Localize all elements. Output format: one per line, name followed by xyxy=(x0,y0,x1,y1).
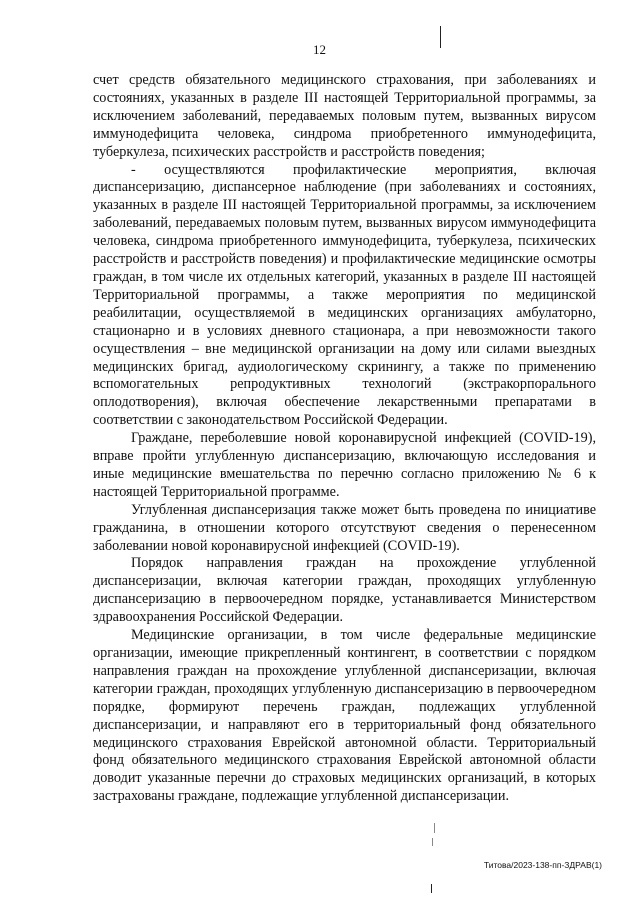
page-number: 12 xyxy=(313,42,326,57)
paragraph-covid-recovered: Граждане, переболевшие новой коронавирусной инфекцией (COVID-19), вправе пройти углубленную диспансеризацию, включающую исследования и иные медицинские вмешательства по перечню согласно приложению № 6 к настоящей Территориальной программе. xyxy=(93,430,596,500)
paragraph-continuation: счет средств обязательного медицинского страхования, при заболеваниях и состояниях, указанных в разделе III настоящей Территориальной программы, за исключением заболеваний, передаваемых половым путем, вызванных вирусом иммунодефицита человека, синдрома приобретенного иммунодефицита, туберкулеза, психических расстройств и расстройств поведения; xyxy=(93,72,596,160)
paragraph-medical-organizations: Медицинские организации, в том числе федеральные медицинские организации, имеющие прикрепленный контингент, в соответствии с порядком направления граждан на прохождение углубленной диспансеризации, включая категории граждан, проходящих углубленную диспансеризацию в первоочередном порядке, формируют перечень граждан, подлежащих углубленной диспансеризации, и направляют его в территориальный фонд обязательного медицинского страхования Еврейской автономной области. Территориальный фонд обязательного медицинского страхования Еврейской автономной области доводит указанные перечни до страховых медицинских организаций, в которых застрахованы граждане, подлежащие углубленной диспансеризации. xyxy=(93,627,596,805)
paragraph-preventive-measures: - осуществляются профилактические мероприятия, включая диспансеризацию, диспансерное наблюдение (при заболеваниях и состояниях, указанных в разделе III настоящей Территориальной программы, за исключением заболеваний, передаваемых половым путем, вызванных вирусом иммунодефицита человека, синдрома приобретенного иммунодефицита, туберкулеза, психических расстройств и расстройств поведения) и профилактические медицинские осмотры граждан, в том числе их отдельных категорий, указанных в разделе III настоящей Территориальной программы, а также мероприятия по медицинской реабилитации, осуществляемой в медицинских организациях амбулаторно, стационарно и в условиях дневного стационара, а при невозможности такого осуществления – вне медицинской организации на дому или силами выездных медицинских бригад, аудиологическому скринингу, а также по применению вспомогательных репродуктивных технологий (экстракорпорального оплодотворения), включая обеспечение лекарственными препаратами в соответствии с законодательством Российской Федерации. xyxy=(93,161,596,429)
scan-mark xyxy=(440,26,441,48)
scan-mark xyxy=(434,823,435,833)
paragraph-referral-procedure: Порядок направления граждан на прохождение углубленной диспансеризации, включая категории граждан, проходящих углубленную диспансеризацию в первоочередном порядке, устанавливается Министерством здравоохранения Российской Федерации. xyxy=(93,555,596,626)
paragraph-citizen-initiative: Углубленная диспансеризация также может быть проведена по инициативе гражданина, в отношении которого отсутствуют сведения о перенесенном заболевании новой коронавирусной инфекцией (COVID-19). xyxy=(93,501,596,554)
scan-mark xyxy=(432,838,433,846)
scan-mark xyxy=(431,884,432,893)
document-body xyxy=(93,72,596,806)
document-footer-code: Титова/2023-138-пп-ЗДРАВ(1) xyxy=(483,860,602,870)
